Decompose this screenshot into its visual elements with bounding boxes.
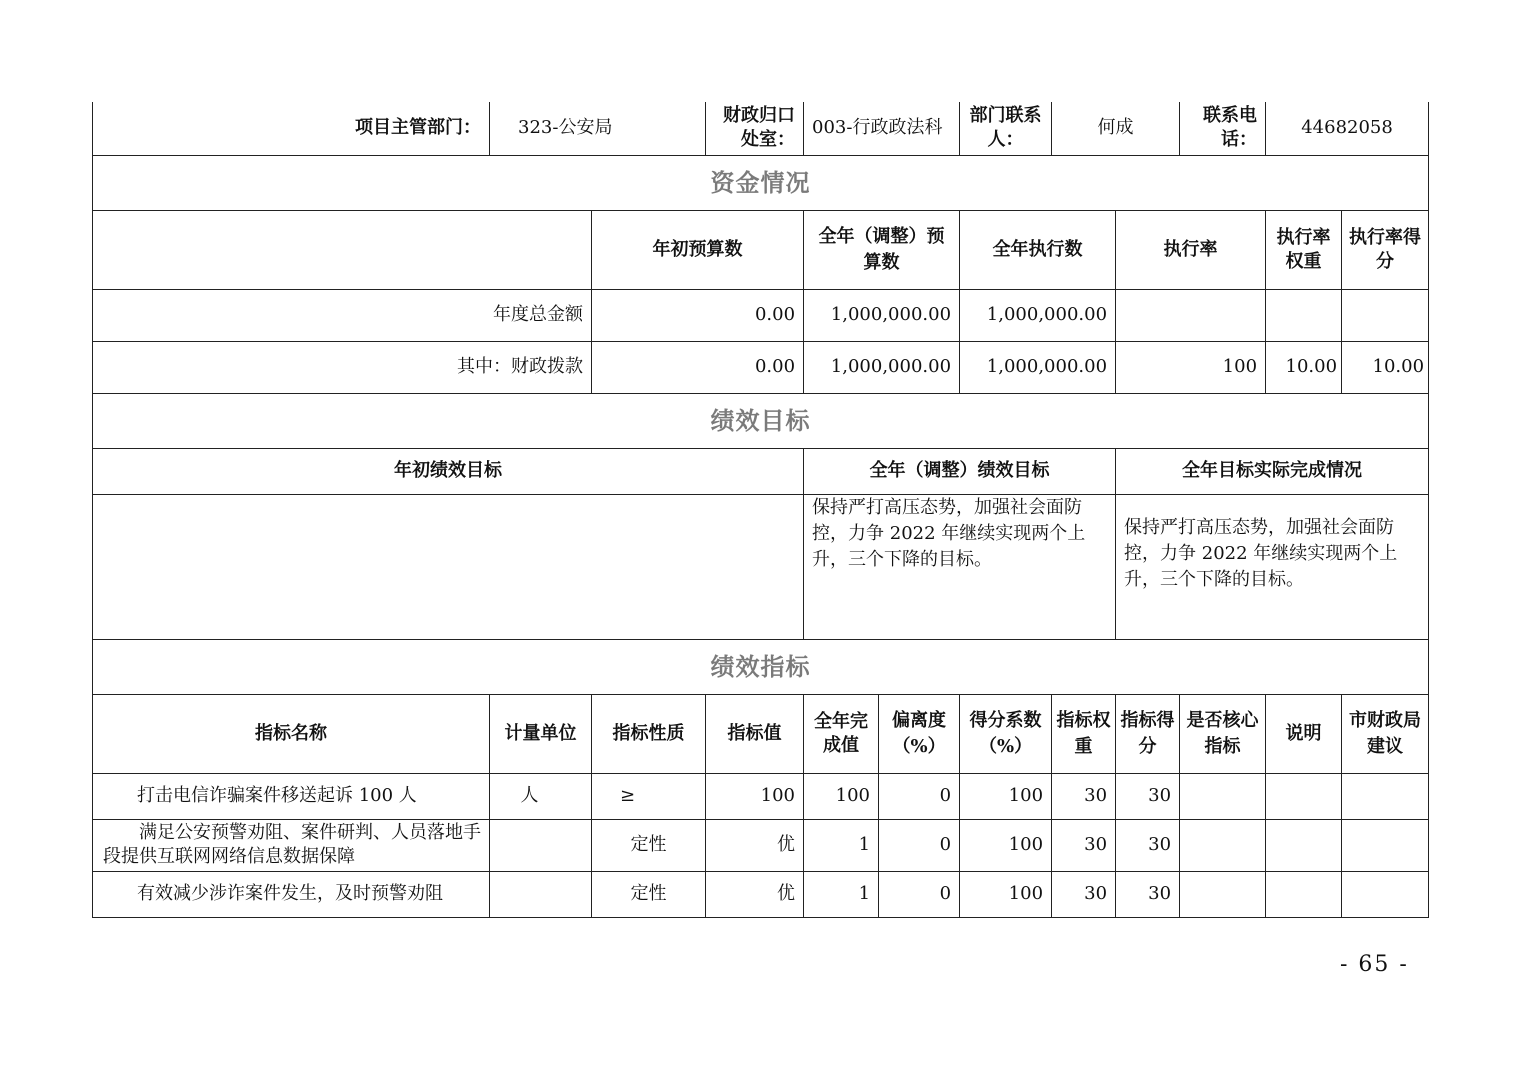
dept-label: 项目主管部门： (93, 102, 490, 155)
funds-row-rate: 100 (1116, 341, 1266, 393)
funds-col-executed: 全年执行数 (960, 210, 1116, 289)
goals-content-row (93, 494, 1429, 639)
funds-section-row (93, 155, 1429, 210)
funds-section-title: 资金情况 (93, 155, 1429, 210)
funds-row-adjusted: 1,000,000.00 (804, 341, 960, 393)
ind-core (1180, 871, 1266, 917)
ind-col-coef: 得分系数（%） (960, 694, 1052, 773)
ind-core (1180, 819, 1266, 871)
performance-table-frame (92, 102, 1428, 918)
office-value: 003-行政政法科 (804, 102, 960, 155)
contact-label: 部门联系人： (960, 102, 1052, 155)
ind-col-deviation: 偏离度（%） (879, 694, 960, 773)
funds-col-weight: 执行率权重 (1266, 210, 1342, 289)
ind-col-note: 说明 (1266, 694, 1342, 773)
ind-weight: 30 (1052, 871, 1116, 917)
funds-row-executed: 1,000,000.00 (960, 289, 1116, 341)
header-row (93, 102, 1429, 155)
table-row (93, 773, 1429, 819)
ind-weight: 30 (1052, 819, 1116, 871)
ind-note (1266, 773, 1342, 819)
funds-row-initial: 0.00 (592, 341, 804, 393)
funds-header-row (93, 210, 1429, 289)
ind-unit (490, 871, 592, 917)
ind-nature: 定性 (592, 819, 706, 871)
ind-coef: 100 (960, 773, 1052, 819)
ind-deviation: 0 (879, 871, 960, 917)
ind-score: 30 (1116, 773, 1180, 819)
ind-advice (1342, 819, 1429, 871)
goals-section-title: 绩效目标 (93, 393, 1429, 448)
ind-score: 30 (1116, 871, 1180, 917)
ind-note (1266, 819, 1342, 871)
funds-header-blank (93, 210, 592, 289)
indicators-section-row (93, 639, 1429, 694)
ind-advice (1342, 773, 1429, 819)
goals-col-actual: 全年目标实际完成情况 (1116, 448, 1429, 494)
ind-col-unit: 计量单位 (490, 694, 592, 773)
funds-col-score: 执行率得分 (1342, 210, 1429, 289)
funds-row-adjusted: 1,000,000.00 (804, 289, 960, 341)
ind-actual: 1 (804, 871, 879, 917)
ind-weight: 30 (1052, 773, 1116, 819)
ind-target: 优 (706, 819, 804, 871)
ind-col-advice: 市财政局建议 (1342, 694, 1429, 773)
ind-col-name: 指标名称 (93, 694, 490, 773)
ind-target: 100 (706, 773, 804, 819)
ind-col-weight: 指标权重 (1052, 694, 1116, 773)
ind-coef: 100 (960, 819, 1052, 871)
ind-deviation: 0 (879, 819, 960, 871)
ind-col-nature: 指标性质 (592, 694, 706, 773)
funds-row-weight: 10.00 (1266, 341, 1342, 393)
ind-coef: 100 (960, 871, 1052, 917)
goals-col-adjusted: 全年（调整）绩效目标 (804, 448, 1116, 494)
phone-value: 44682058 (1266, 102, 1429, 155)
goals-initial-text (93, 494, 804, 639)
funds-row-rate (1116, 289, 1266, 341)
ind-col-score: 指标得分 (1116, 694, 1180, 773)
funds-row-score: 10.00 (1342, 341, 1429, 393)
ind-core (1180, 773, 1266, 819)
funds-row-label: 年度总金额 (93, 289, 592, 341)
contact-value: 何成 (1052, 102, 1180, 155)
ind-col-target: 指标值 (706, 694, 804, 773)
goals-section-row (93, 393, 1429, 448)
ind-col-actual: 全年完成值 (804, 694, 879, 773)
ind-nature: ≥ (592, 773, 706, 819)
funds-row-weight (1266, 289, 1342, 341)
funds-row-score (1342, 289, 1429, 341)
office-label: 财政归口处室： (706, 102, 804, 155)
ind-unit (490, 819, 592, 871)
ind-name: 满足公安预警劝阻、案件研判、人员落地手段提供互联网网络信息数据保障 (93, 819, 490, 871)
funds-col-adjusted: 全年（调整）预算数 (804, 210, 960, 289)
funds-row-executed: 1,000,000.00 (960, 341, 1116, 393)
dept-value: 323-公安局 (490, 102, 706, 155)
funds-row-fiscal (93, 341, 1429, 393)
funds-row-initial: 0.00 (592, 289, 804, 341)
funds-row-total (93, 289, 1429, 341)
goals-header-row (93, 448, 1429, 494)
ind-deviation: 0 (879, 773, 960, 819)
ind-target: 优 (706, 871, 804, 917)
table-row (93, 819, 1429, 871)
performance-table (92, 102, 1429, 918)
goals-actual-text: 保持严打高压态势，加强社会面防控，力争 2022 年继续实现两个上升，三个下降的目标。 (1116, 494, 1429, 639)
funds-col-initial: 年初预算数 (592, 210, 804, 289)
ind-actual: 1 (804, 819, 879, 871)
funds-row-label: 其中：财政拨款 (93, 341, 592, 393)
funds-col-rate: 执行率 (1116, 210, 1266, 289)
page-number: - 65 - (1340, 952, 1409, 977)
ind-unit: 人 (490, 773, 592, 819)
indicators-header-row (93, 694, 1429, 773)
ind-score: 30 (1116, 819, 1180, 871)
ind-advice (1342, 871, 1429, 917)
ind-name: 有效减少涉诈案件发生，及时预警劝阻 (93, 871, 490, 917)
ind-actual: 100 (804, 773, 879, 819)
table-row (93, 871, 1429, 917)
goals-adjusted-text: 保持严打高压态势，加强社会面防控，力争 2022 年继续实现两个上升，三个下降的目标。 (804, 494, 1116, 639)
ind-note (1266, 871, 1342, 917)
goals-col-initial: 年初绩效目标 (93, 448, 804, 494)
ind-name: 打击电信诈骗案件移送起诉 100 人 (93, 773, 490, 819)
phone-label: 联系电话： (1180, 102, 1266, 155)
ind-col-core: 是否核心指标 (1180, 694, 1266, 773)
indicators-section-title: 绩效指标 (93, 639, 1429, 694)
ind-nature: 定性 (592, 871, 706, 917)
